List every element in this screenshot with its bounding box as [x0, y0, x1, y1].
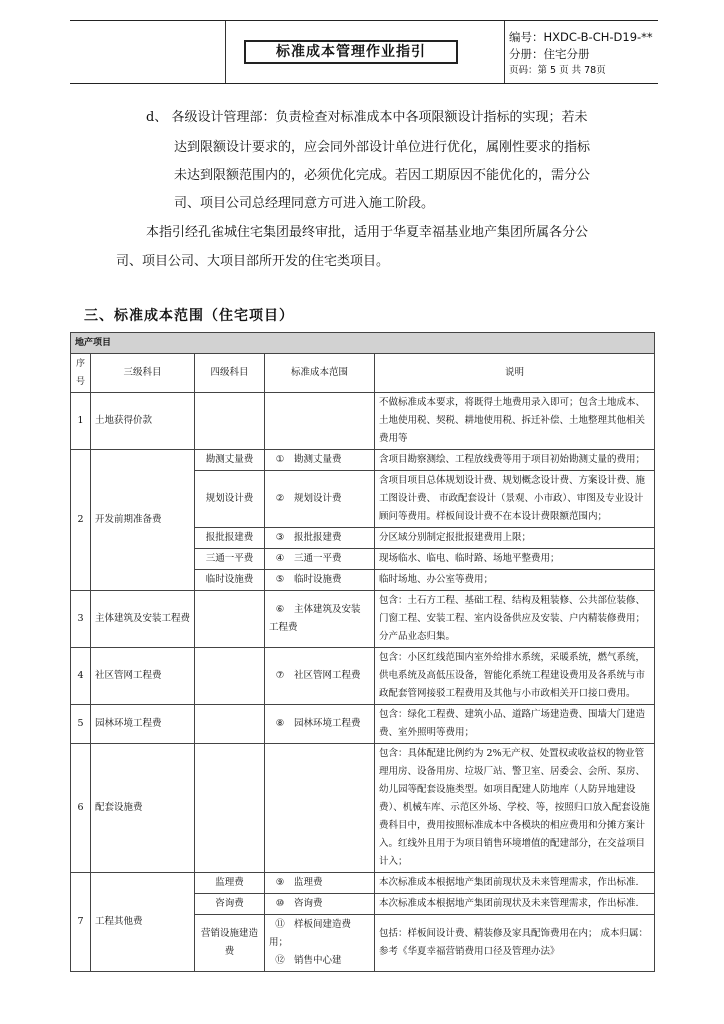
table-row: [71, 648, 655, 705]
cost-scope: [265, 528, 375, 549]
level4-subject: 营销设施建造费: [195, 915, 265, 972]
level4-subject: [195, 591, 265, 648]
description: 包含：土石方工程、基础工程、结构及粗装修、公共部位装修、门窗工程、安装工程、室内设备供应及安装、户内精装修费用；分产品业态归集。: [375, 591, 655, 648]
scope-label: 规划设计费: [294, 493, 342, 504]
page-header: [70, 20, 658, 84]
cost-scope: [265, 873, 375, 894]
cost-scope: [265, 570, 375, 591]
page-number: 页码：第 5 页 共 78页: [509, 65, 606, 76]
scope-label: 社区管网工程费: [294, 670, 361, 681]
scope-label: 临时设施费: [294, 574, 342, 585]
level4-subject: [195, 648, 265, 705]
description: 包含：小区红线范围内室外给排水系统，采暖系统，燃气系统，供电系统及高低压设备，智能化系统工程建设费用及各系统与市政配套管网接驳工程费用及其他与小市政相关开口接口费用。: [375, 648, 655, 705]
level3-subject: 配套设施费: [91, 744, 195, 873]
scope-label: 报批报建费: [294, 532, 342, 543]
scope-marker: ④: [275, 553, 285, 564]
table-band: 地产项目: [71, 333, 655, 354]
level4-subject: [195, 744, 265, 873]
level4-subject: 报批报建费: [195, 528, 265, 549]
description: 分区域分别制定报批报建费用上限；: [375, 528, 655, 549]
level4-subject: [195, 393, 265, 450]
document-volume: 分册：住宅分册: [509, 47, 590, 61]
table-row: [71, 591, 655, 648]
level3-subject: 社区管网工程费: [91, 648, 195, 705]
scope-marker: ②: [275, 493, 285, 504]
cost-scope: [265, 894, 375, 915]
scope-marker: ⑥: [275, 604, 285, 615]
cost-scope: [265, 915, 375, 972]
table-row: [71, 744, 655, 873]
paragraph-line: 司、项目公司总经理同意方可进入施工阶段。: [174, 196, 435, 211]
level4-subject: [195, 705, 265, 744]
description: 不做标准成本要求，将既得土地费用录入即可；包含土地成本、土地使用税、契税、耕地使用税、拆迁补偿、土地整理其他相关费用等: [375, 393, 655, 450]
paragraph-line: 未达到限额范围内的，必须优化完成。若因工期原因不能优化的，需分公: [174, 168, 591, 183]
description: 含项目项目总体规划设计费、规划概念设计费、方案设计费、施工图设计费、 市政配套设计（景观、小市政）、审图及专业设计顾问等费用。样板间设计费不在本设计费限额范围内；: [375, 471, 655, 528]
scope-marker: ⑩: [275, 898, 285, 909]
level3-subject: 园林环境工程费: [91, 705, 195, 744]
description: 包含：具体配建比例约为 2%无产权、处置权或收益权的物业管理用房、设备用房、垃圾厂站、警卫室、居委会、会所、泵房、幼儿园等配套设施类型。如项目配建人防地库（人防异地建设费）、机械车库、示范区外场、学校、等，按照归口放入配套设施费科目中，费用按照标准成本中各模块的相应费用和分摊方案计入。红线外且用于为项目销售环境增值的配建部分，在交益项目计入；: [375, 744, 655, 873]
scope-marker: ⑤: [275, 574, 285, 585]
scope-label: 样板间建造费用；: [269, 919, 352, 948]
description: 临时场地、办公室等费用；: [375, 570, 655, 591]
cost-scope: [265, 705, 375, 744]
cost-scope: [265, 549, 375, 570]
description: 现场临水、临电、临时路、场地平整费用；: [375, 549, 655, 570]
level3-subject: 主体建筑及安装工程费: [91, 591, 195, 648]
paragraph-line: d、 各级设计管理部：负责检查对标准成本中各项限额设计指标的实现；若未: [146, 110, 588, 125]
scope-label: 咨询费: [294, 898, 323, 909]
level4-subject: 勘测丈量费: [195, 450, 265, 471]
paragraph-line: 达到限额设计要求的，应会同外部设计单位进行优化，属刚性要求的指标: [174, 140, 591, 155]
cost-scope: [265, 450, 375, 471]
row-number: 4: [71, 648, 91, 705]
document-code: 编号：HXDC-B-CH-D19-**: [509, 30, 653, 44]
table-row: [71, 393, 655, 450]
column-header: 四级科目: [195, 354, 265, 393]
row-number: 5: [71, 705, 91, 744]
table-row: [71, 450, 655, 471]
row-number: 3: [71, 591, 91, 648]
column-header: 三级科目: [91, 354, 195, 393]
scope-label: 三通一平费: [294, 553, 342, 564]
header-divider: [225, 21, 226, 83]
scope-marker: ⑦: [275, 670, 285, 681]
cost-scope: [265, 393, 375, 450]
level3-subject: 土地获得价款: [91, 393, 195, 450]
paragraph-line: 本指引经孔雀城住宅集团最终审批，适用于华夏幸福基业地产集团所属各分公: [146, 225, 589, 240]
row-number: 2: [71, 450, 91, 591]
scope-line: [269, 952, 370, 970]
level4-subject: 临时设施费: [195, 570, 265, 591]
cost-scope: [265, 591, 375, 648]
level4-subject: 监理费: [195, 873, 265, 894]
description: 包含：绿化工程费、建筑小品、道路广场建造费、围墙大门建造费、室外照明等费用；: [375, 705, 655, 744]
column-header: 标准成本范围: [265, 354, 375, 393]
cost-scope: [265, 648, 375, 705]
scope-label: 勘测丈量费: [294, 454, 342, 465]
cost-scope-table: [70, 332, 655, 972]
level3-subject: 工程其他费: [91, 873, 195, 972]
column-header: 序号: [71, 354, 91, 393]
row-number: 6: [71, 744, 91, 873]
description: 本次标准成本根据地产集团前现状及未来管理需求，作出标准.: [375, 873, 655, 894]
section-title: 三、标准成本范围（住宅项目）: [84, 308, 294, 324]
document-title: 标准成本管理作业指引: [244, 40, 458, 64]
table-row: [71, 873, 655, 894]
table-row: [71, 705, 655, 744]
description: 包括：样板间设计费、精装修及家具配饰费用在内； 成本归属：参考《华夏幸福营销费用口径及管理办法》: [375, 915, 655, 972]
scope-line: [269, 916, 370, 952]
paragraph-line: 司、项目公司、大项目部所开发的住宅类项目。: [116, 254, 390, 269]
scope-marker: ③: [275, 532, 285, 543]
column-header: 说明: [375, 354, 655, 393]
cost-scope: [265, 744, 375, 873]
document-meta: [509, 29, 653, 78]
scope-marker: ⑫: [275, 955, 285, 966]
description: 本次标准成本根据地产集团前现状及未来管理需求，作出标准.: [375, 894, 655, 915]
scope-label: 销售中心建: [294, 955, 342, 966]
scope-label: 主体建筑及安装工程费: [269, 604, 361, 633]
scope-label: 监理费: [294, 877, 323, 888]
scope-marker: ⑧: [275, 718, 285, 729]
scope-label: 园林环境工程费: [294, 718, 361, 729]
scope-marker: ⑪: [275, 919, 285, 930]
cost-scope: [265, 471, 375, 528]
level4-subject: 规划设计费: [195, 471, 265, 528]
header-divider: [504, 21, 505, 83]
row-number: 7: [71, 873, 91, 972]
scope-marker: ①: [275, 454, 285, 465]
level4-subject: 咨询费: [195, 894, 265, 915]
row-number: 1: [71, 393, 91, 450]
level3-subject: 开发前期准备费: [91, 450, 195, 591]
level4-subject: 三通一平费: [195, 549, 265, 570]
scope-marker: ⑨: [275, 877, 285, 888]
description: 含项目勘察测绘、工程放线费等用于项目初始勘测丈量的费用；: [375, 450, 655, 471]
table-header-row: [71, 354, 655, 393]
